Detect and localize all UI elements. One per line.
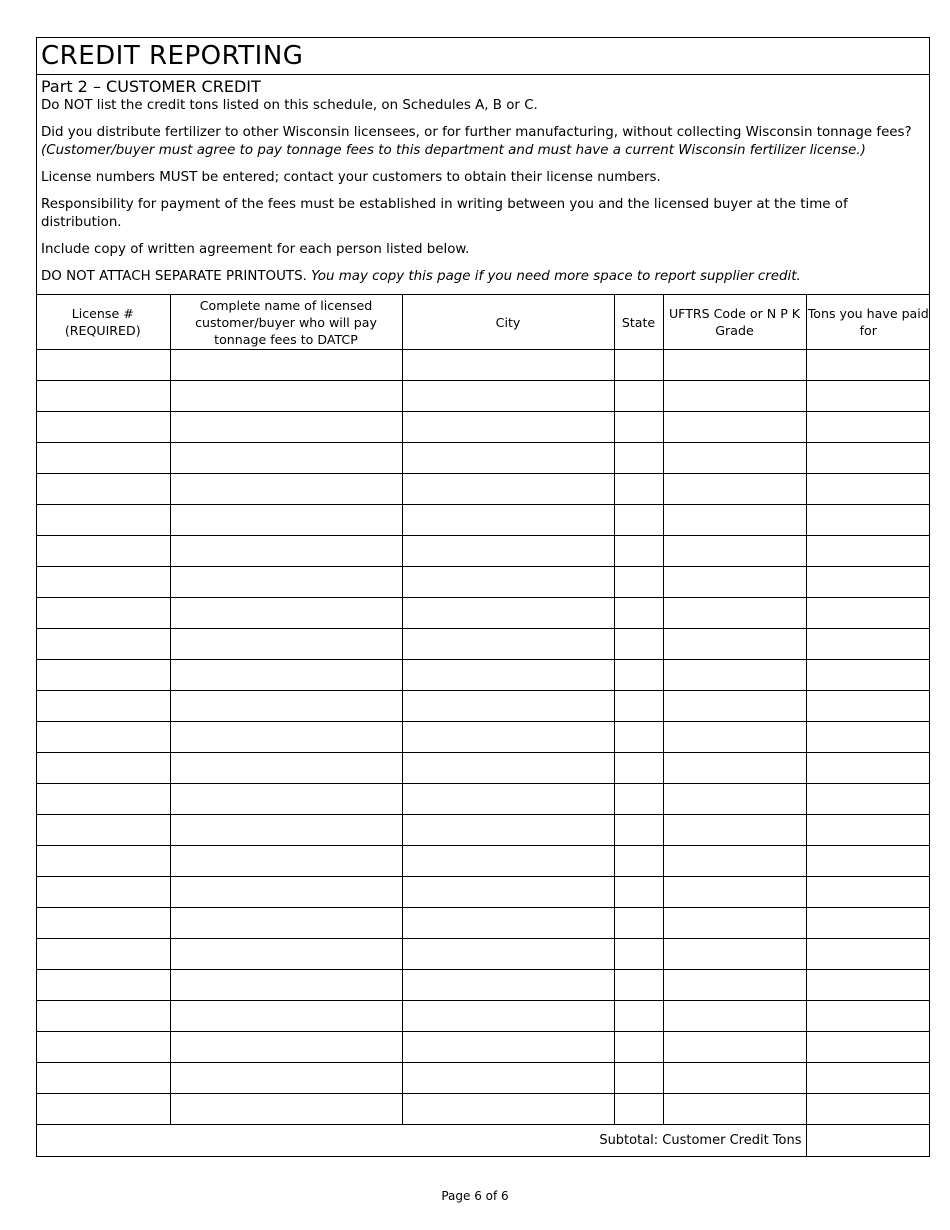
- city-cell[interactable]: [402, 381, 614, 412]
- city-cell[interactable]: [402, 1032, 614, 1063]
- distribution-note: (Customer/buyer must agree to pay tonnage fees to this department and must have a current Wisconsin fertilizer license.): [41, 143, 866, 158]
- license-cell[interactable]: [36, 505, 170, 536]
- state-cell[interactable]: [614, 1094, 663, 1125]
- customer-name-cell[interactable]: [170, 877, 402, 908]
- state-cell[interactable]: [614, 691, 663, 722]
- uftrs-cell[interactable]: [663, 350, 806, 381]
- instruction-distribution: [41, 124, 921, 160]
- license-cell[interactable]: [36, 1032, 170, 1063]
- state-cell[interactable]: [614, 939, 663, 970]
- customer-name-cell[interactable]: [170, 1032, 402, 1063]
- license-cell[interactable]: [36, 970, 170, 1001]
- city-cell[interactable]: [402, 691, 614, 722]
- customer-name-cell[interactable]: [170, 691, 402, 722]
- tons-cell[interactable]: [806, 970, 930, 1001]
- license-cell[interactable]: [36, 846, 170, 877]
- city-cell[interactable]: [402, 1001, 614, 1032]
- uftrs-cell[interactable]: [663, 784, 806, 815]
- table-row: [36, 846, 930, 877]
- table-row: [36, 412, 930, 443]
- state-cell[interactable]: [614, 474, 663, 505]
- tons-cell[interactable]: [806, 629, 930, 660]
- uftrs-cell[interactable]: [663, 846, 806, 877]
- customer-name-cell[interactable]: [170, 598, 402, 629]
- city-cell[interactable]: [402, 939, 614, 970]
- header-uftrs: UFTRS Code or N P K Grade: [663, 295, 806, 350]
- header-tons: Tons you have paid for: [806, 295, 930, 350]
- table-row: [36, 443, 930, 474]
- license-cell[interactable]: [36, 784, 170, 815]
- table-row: [36, 1032, 930, 1063]
- state-cell[interactable]: [614, 629, 663, 660]
- city-cell[interactable]: [402, 908, 614, 939]
- customer-name-cell[interactable]: [170, 1094, 402, 1125]
- city-cell[interactable]: [402, 877, 614, 908]
- table-row: [36, 350, 930, 381]
- state-cell[interactable]: [614, 567, 663, 598]
- license-cell[interactable]: [36, 815, 170, 846]
- state-cell[interactable]: [614, 908, 663, 939]
- city-cell[interactable]: [402, 598, 614, 629]
- customer-name-cell[interactable]: [170, 846, 402, 877]
- state-cell[interactable]: [614, 1001, 663, 1032]
- city-cell[interactable]: [402, 1094, 614, 1125]
- uftrs-cell[interactable]: [663, 1001, 806, 1032]
- instruction-agreement: Include copy of written agreement for each person listed below.: [41, 242, 470, 257]
- license-cell[interactable]: [36, 722, 170, 753]
- header-license: License # (REQUIRED): [36, 295, 170, 350]
- header-state: State: [614, 295, 663, 350]
- table-row: [36, 1001, 930, 1032]
- uftrs-cell[interactable]: [663, 381, 806, 412]
- table-row: [36, 629, 930, 660]
- instruction-responsibility: Responsibility for payment of the fees must be established in writing between you and the licensed buyer at the time of distribution.: [41, 197, 848, 230]
- uftrs-cell[interactable]: [663, 567, 806, 598]
- city-cell[interactable]: [402, 660, 614, 691]
- table-row: [36, 567, 930, 598]
- uftrs-cell[interactable]: [663, 660, 806, 691]
- license-cell[interactable]: [36, 660, 170, 691]
- tons-cell[interactable]: [806, 660, 930, 691]
- uftrs-cell[interactable]: [663, 629, 806, 660]
- subtotal-row: [36, 1125, 930, 1156]
- license-cell[interactable]: [36, 443, 170, 474]
- uftrs-cell[interactable]: [663, 908, 806, 939]
- subtotal-label: Subtotal: Customer Credit Tons: [36, 1125, 806, 1156]
- tons-cell[interactable]: [806, 536, 930, 567]
- uftrs-cell[interactable]: [663, 505, 806, 536]
- uftrs-cell[interactable]: [663, 474, 806, 505]
- uftrs-cell[interactable]: [663, 815, 806, 846]
- title-row: [37, 38, 929, 75]
- tons-cell[interactable]: [806, 691, 930, 722]
- customer-name-cell[interactable]: [170, 350, 402, 381]
- uftrs-cell[interactable]: [663, 536, 806, 567]
- table-row: [36, 660, 930, 691]
- table-row: [36, 381, 930, 412]
- customer-name-cell[interactable]: [170, 381, 402, 412]
- table-row: [36, 536, 930, 567]
- state-cell[interactable]: [614, 350, 663, 381]
- license-cell[interactable]: [36, 350, 170, 381]
- tons-cell[interactable]: [806, 412, 930, 443]
- tons-cell[interactable]: [806, 815, 930, 846]
- city-cell[interactable]: [402, 815, 614, 846]
- customer-name-cell[interactable]: [170, 536, 402, 567]
- tons-cell[interactable]: [806, 474, 930, 505]
- state-cell[interactable]: [614, 846, 663, 877]
- uftrs-cell[interactable]: [663, 753, 806, 784]
- state-cell[interactable]: [614, 1063, 663, 1094]
- customer-name-cell[interactable]: [170, 784, 402, 815]
- uftrs-cell[interactable]: [663, 1094, 806, 1125]
- instruction-license-numbers: License numbers MUST be entered; contact your customers to obtain their license numbers.: [41, 170, 661, 185]
- tons-cell[interactable]: [806, 846, 930, 877]
- uftrs-cell[interactable]: [663, 970, 806, 1001]
- table-row: [36, 970, 930, 1001]
- license-cell[interactable]: [36, 691, 170, 722]
- table-row: [36, 598, 930, 629]
- form-title: CREDIT REPORTING: [41, 41, 304, 71]
- customer-name-cell[interactable]: [170, 412, 402, 443]
- tons-cell[interactable]: [806, 939, 930, 970]
- license-cell[interactable]: [36, 536, 170, 567]
- customer-name-cell[interactable]: [170, 474, 402, 505]
- table-body: [36, 350, 930, 1156]
- city-cell[interactable]: [402, 629, 614, 660]
- uftrs-cell[interactable]: [663, 877, 806, 908]
- city-cell[interactable]: [402, 846, 614, 877]
- table-row: [36, 815, 930, 846]
- state-cell[interactable]: [614, 505, 663, 536]
- table-row: [36, 505, 930, 536]
- table-row: [36, 722, 930, 753]
- city-cell[interactable]: [402, 505, 614, 536]
- uftrs-cell[interactable]: [663, 1063, 806, 1094]
- license-cell[interactable]: [36, 567, 170, 598]
- distribution-question: Did you distribute fertilizer to other Wisconsin licensees, or for further manufacturing, without collecting Wisconsin tonnage fees?: [41, 125, 912, 140]
- table-row: [36, 753, 930, 784]
- tons-cell[interactable]: [806, 877, 930, 908]
- customer-name-cell[interactable]: [170, 753, 402, 784]
- tons-cell[interactable]: [806, 722, 930, 753]
- tons-cell[interactable]: [806, 350, 930, 381]
- tons-cell[interactable]: [806, 1094, 930, 1125]
- city-cell[interactable]: [402, 443, 614, 474]
- tons-cell[interactable]: [806, 505, 930, 536]
- table-row: [36, 908, 930, 939]
- uftrs-cell[interactable]: [663, 1032, 806, 1063]
- tons-cell[interactable]: [806, 753, 930, 784]
- page-number: Page 6 of 6: [441, 1189, 509, 1203]
- customer-name-cell[interactable]: [170, 722, 402, 753]
- city-cell[interactable]: [402, 753, 614, 784]
- part-title: Part 2 – CUSTOMER CREDIT: [41, 77, 261, 96]
- printouts-warning: DO NOT ATTACH SEPARATE PRINTOUTS.: [41, 269, 307, 284]
- license-cell[interactable]: [36, 412, 170, 443]
- table-row: [36, 1094, 930, 1125]
- instruction-printouts: [41, 268, 921, 286]
- city-cell[interactable]: [402, 1063, 614, 1094]
- customer-credit-table: [36, 294, 930, 1156]
- license-cell[interactable]: [36, 877, 170, 908]
- license-cell[interactable]: [36, 1001, 170, 1032]
- header-city: City: [402, 295, 614, 350]
- license-cell[interactable]: [36, 939, 170, 970]
- tons-cell[interactable]: [806, 567, 930, 598]
- license-cell[interactable]: [36, 381, 170, 412]
- table-row: [36, 939, 930, 970]
- tons-cell[interactable]: [806, 1063, 930, 1094]
- uftrs-cell[interactable]: [663, 412, 806, 443]
- uftrs-cell[interactable]: [663, 691, 806, 722]
- table-row: [36, 784, 930, 815]
- customer-name-cell[interactable]: [170, 505, 402, 536]
- city-cell[interactable]: [402, 784, 614, 815]
- credit-reporting-form: [36, 37, 930, 1157]
- tons-cell[interactable]: [806, 598, 930, 629]
- license-cell[interactable]: [36, 1063, 170, 1094]
- table-row: [36, 691, 930, 722]
- state-cell[interactable]: [614, 412, 663, 443]
- state-cell[interactable]: [614, 784, 663, 815]
- city-cell[interactable]: [402, 412, 614, 443]
- tons-cell[interactable]: [806, 381, 930, 412]
- state-cell[interactable]: [614, 722, 663, 753]
- state-cell[interactable]: [614, 660, 663, 691]
- table-row: [36, 877, 930, 908]
- customer-name-cell[interactable]: [170, 908, 402, 939]
- uftrs-cell[interactable]: [663, 443, 806, 474]
- city-cell[interactable]: [402, 474, 614, 505]
- tons-cell[interactable]: [806, 1032, 930, 1063]
- tons-cell[interactable]: [806, 908, 930, 939]
- header-customer-name: Complete name of licensed customer/buyer who will pay tonnage fees to DATCP: [170, 295, 402, 350]
- city-cell[interactable]: [402, 722, 614, 753]
- subtotal-tons-cell[interactable]: [806, 1125, 930, 1156]
- customer-name-cell[interactable]: [170, 815, 402, 846]
- printouts-note: You may copy this page if you need more space to report supplier credit.: [311, 269, 801, 284]
- customer-name-cell[interactable]: [170, 567, 402, 598]
- state-cell[interactable]: [614, 877, 663, 908]
- tons-cell[interactable]: [806, 784, 930, 815]
- uftrs-cell[interactable]: [663, 722, 806, 753]
- state-cell[interactable]: [614, 815, 663, 846]
- customer-name-cell[interactable]: [170, 660, 402, 691]
- customer-name-cell[interactable]: [170, 629, 402, 660]
- table-row: [36, 474, 930, 505]
- state-cell[interactable]: [614, 1032, 663, 1063]
- instruction-schedules: Do NOT list the credit tons listed on this schedule, on Schedules A, B or C.: [41, 98, 538, 113]
- tons-cell[interactable]: [806, 443, 930, 474]
- state-cell[interactable]: [614, 381, 663, 412]
- uftrs-cell[interactable]: [663, 598, 806, 629]
- tons-cell[interactable]: [806, 1001, 930, 1032]
- license-cell[interactable]: [36, 753, 170, 784]
- uftrs-cell[interactable]: [663, 939, 806, 970]
- city-cell[interactable]: [402, 350, 614, 381]
- instructions-section: [37, 75, 929, 294]
- customer-name-cell[interactable]: [170, 1001, 402, 1032]
- city-cell[interactable]: [402, 970, 614, 1001]
- license-cell[interactable]: [36, 908, 170, 939]
- license-cell[interactable]: [36, 1094, 170, 1125]
- city-cell[interactable]: [402, 536, 614, 567]
- state-cell[interactable]: [614, 443, 663, 474]
- license-cell[interactable]: [36, 598, 170, 629]
- state-cell[interactable]: [614, 753, 663, 784]
- customer-name-cell[interactable]: [170, 443, 402, 474]
- state-cell[interactable]: [614, 536, 663, 567]
- customer-name-cell[interactable]: [170, 1063, 402, 1094]
- state-cell[interactable]: [614, 598, 663, 629]
- table-header-row: [36, 295, 930, 350]
- customer-name-cell[interactable]: [170, 939, 402, 970]
- state-cell[interactable]: [614, 970, 663, 1001]
- license-cell[interactable]: [36, 474, 170, 505]
- customer-name-cell[interactable]: [170, 970, 402, 1001]
- city-cell[interactable]: [402, 567, 614, 598]
- license-cell[interactable]: [36, 629, 170, 660]
- table-row: [36, 1063, 930, 1094]
